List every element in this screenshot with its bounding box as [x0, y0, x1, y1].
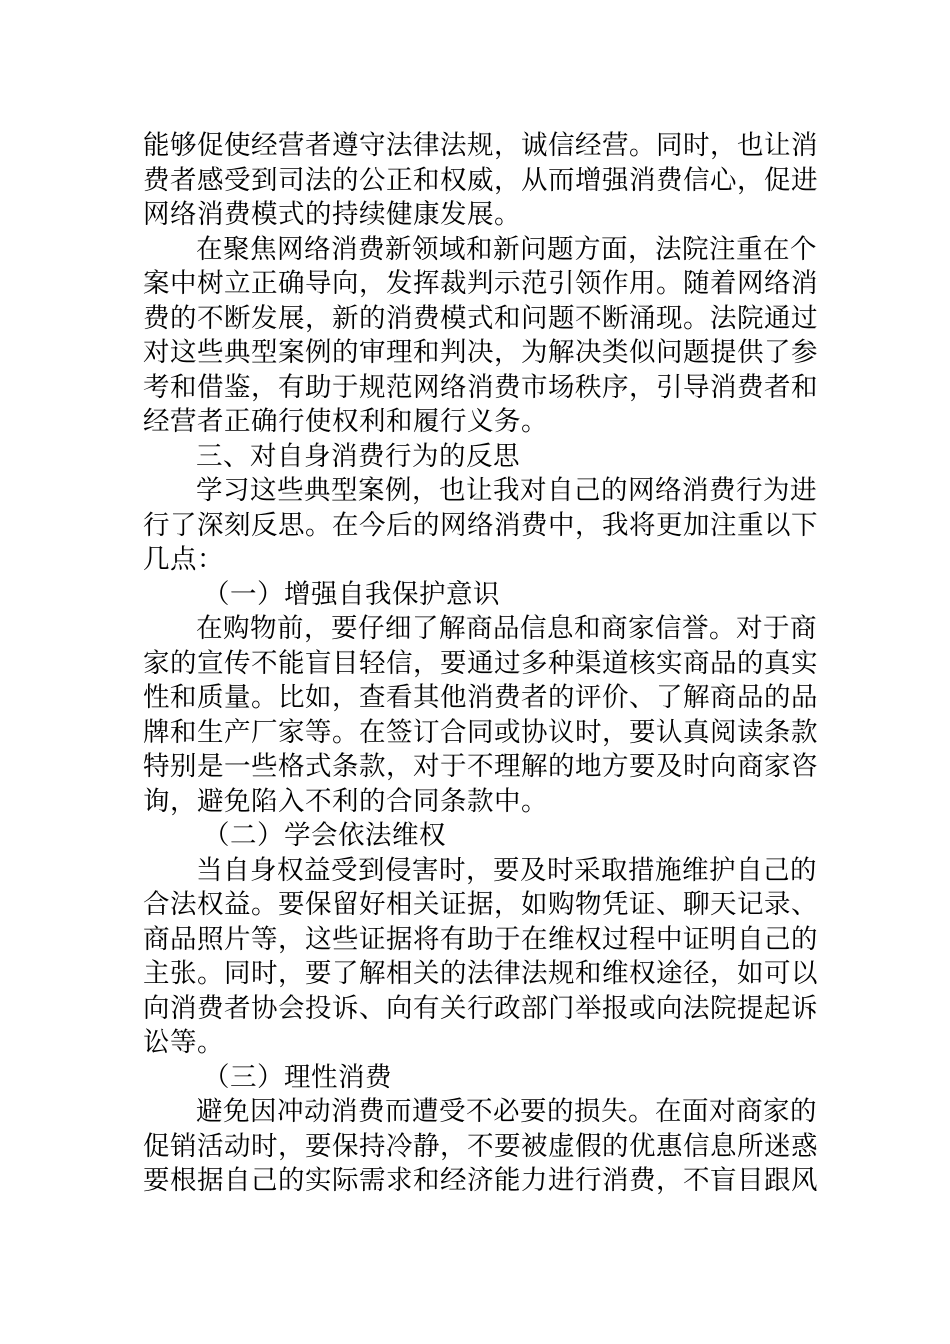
text-line: 要根据自己的实际需求和经济能力进行消费，不盲目跟风 [143, 1165, 818, 1196]
text-line: 行了深刻反思。在今后的网络消费中，我将更加注重以下 [143, 509, 818, 541]
text-line: 向消费者协会投诉、向有关行政部门举报或向法院提起诉 [143, 992, 818, 1024]
heading-text: 三、对自身消费行为的反思 [196, 440, 520, 472]
subsection-heading [143, 819, 811, 854]
text-line: 经营者正确行使权利和履行义务。 [143, 406, 548, 437]
paragraph [143, 1095, 818, 1199]
document-page [143, 129, 818, 1199]
text-line: 避免因冲动消费而遭受不必要的损失。在面对商家的 [196, 1096, 817, 1127]
paragraph [143, 233, 818, 440]
subsection-heading [143, 578, 811, 613]
text-line: 牌和生产厂家等。在签订合同或协议时，要认真阅读条款 [143, 716, 818, 748]
text-line: 促销活动时，要保持冷静，不要被虚假的优惠信息所迷惑 [143, 1130, 818, 1162]
text-line: 特别是一些格式条款，对于不理解的地方要及时向商家咨 [143, 751, 818, 782]
text-line: 商品照片等，这些证据将有助于在维权过程中证明自己的 [143, 923, 818, 955]
text-line: 性和质量。比如，查看其他消费者的评价、了解商品的品 [143, 682, 818, 713]
text-line: 主张。同时，要了解相关的法律法规和维权途径，如可以 [143, 958, 818, 989]
heading-text: （三）理性消费 [203, 1061, 392, 1093]
heading-text: （一）增强自我保护意识 [203, 578, 500, 610]
text-line: 合法权益。要保留好相关证据，如购物凭证、聊天记录、 [143, 889, 818, 920]
text-line: 在聚焦网络消费新领域和新问题方面，法院注重在个 [196, 233, 817, 265]
text-line: 家的宣传不能盲目轻信，要通过多种渠道核实商品的真实 [143, 647, 818, 679]
text-line: 询，避免陷入不利的合同条款中。 [143, 785, 548, 817]
text-line: 当自身权益受到侵害时，要及时采取措施维护自己的 [196, 854, 817, 886]
heading-text: （二）学会依法维权 [203, 820, 446, 851]
text-line: 能够促使经营者遵守法律法规，诚信经营。同时，也让消 [143, 130, 818, 161]
text-line: 讼等。 [143, 1027, 224, 1058]
subsection-heading [143, 1061, 811, 1096]
paragraph [143, 129, 818, 233]
text-line: 案中树立正确导向，发挥裁判示范引领作用。随着网络消 [143, 268, 818, 299]
text-line: 考和借鉴，有助于规范网络消费市场秩序，引导消费者和 [143, 371, 818, 403]
paragraph [143, 612, 818, 819]
paragraph [143, 474, 818, 578]
text-line: 几点： [143, 544, 224, 575]
text-line: 对这些典型案例的审理和判决，为解决类似问题提供了参 [143, 337, 818, 368]
text-line: 学习这些典型案例，也让我对自己的网络消费行为进 [196, 475, 817, 506]
paragraph [143, 854, 818, 1061]
text-line: 在购物前，要仔细了解商品信息和商家信誉。对于商 [196, 613, 817, 644]
text-line: 费者感受到司法的公正和权威，从而增强消费信心，促进 [143, 164, 818, 196]
text-line: 网络消费模式的持续健康发展。 [143, 199, 521, 230]
text-line: 费的不断发展，新的消费模式和问题不断涌现。法院通过 [143, 302, 818, 334]
section-heading [143, 440, 811, 475]
